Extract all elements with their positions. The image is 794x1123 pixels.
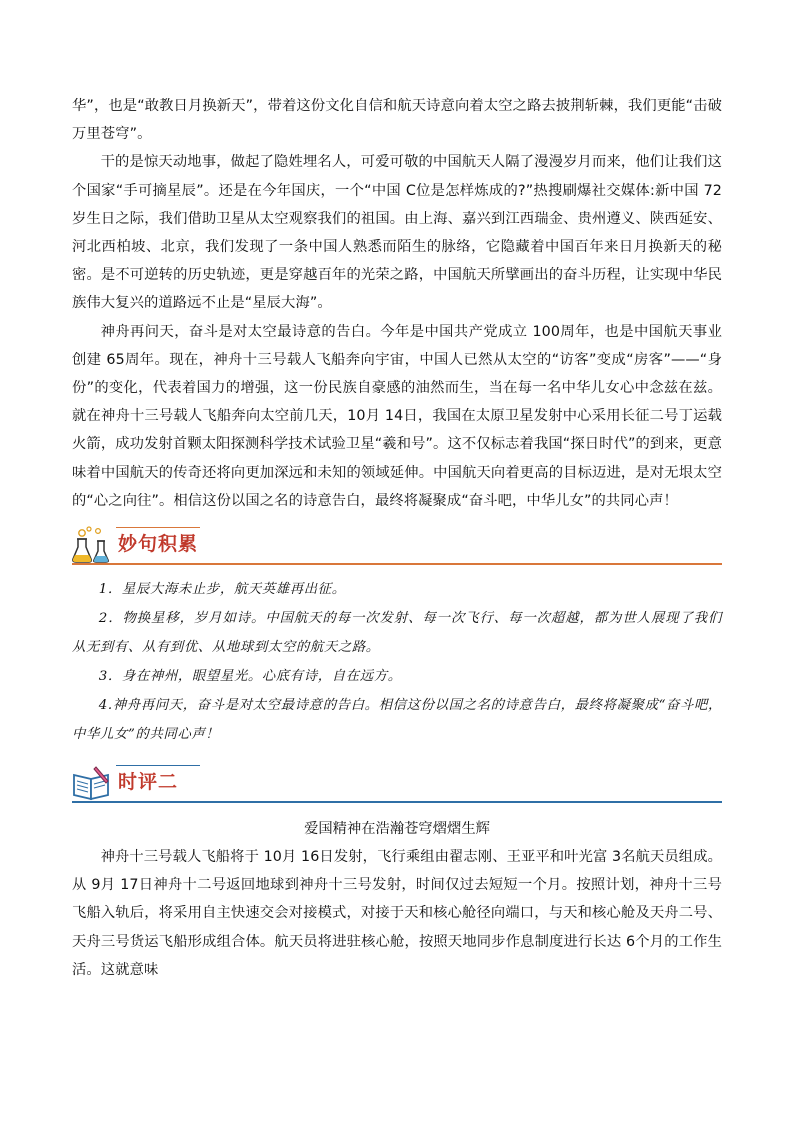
quote-list — [72, 575, 722, 749]
section-header-commentary — [72, 761, 722, 803]
section-title-top-rule — [116, 765, 200, 766]
quote-item: 3．身在神州，眼望星光。心底有诗，自在远方。 — [98, 669, 402, 685]
section-title-top-rule — [116, 527, 200, 528]
article-title: 爱国精神在浩瀚苍穹熠熠生辉 — [304, 821, 490, 838]
open-book-pen-icon — [72, 763, 112, 801]
article1-paragraph-1: 华”，也是“敢教日月换新天”，带着这份文化自信和航天诗意向着太空之路去披荆斩棘，我们更能“击破万里苍穹”。 — [72, 98, 722, 143]
page-content — [72, 92, 722, 984]
section-header-quotes — [72, 523, 722, 565]
section-title: 时评二 — [118, 771, 179, 794]
section-rule — [72, 801, 722, 803]
quote-item: 2．物换星移，岁月如诗。中国航天的每一次发射、每一次飞行、每一次超越，都为世人展现了我们从无到有、从有到优、从地球到太空的航天之路。 — [72, 611, 722, 656]
quote-item: 1．星辰大海未止步，航天英雄再出征。 — [98, 582, 346, 598]
lab-flask-icon — [72, 525, 112, 563]
quote-item: 4.神舟再问天，奋斗是对太空最诗意的告白。相信这份以国之名的诗意告白，最终将凝聚成“奋斗吧，中华儿女”的共同心声！ — [72, 698, 722, 743]
section-rule — [72, 563, 722, 565]
article1-paragraph-3: 神舟再问天，奋斗是对太空最诗意的告白。今年是中国共产党成立 100周年，也是中国航天事业创建 65周年。现在，神舟十三号载人飞船奔向宇宙，中国人已然从太空的“访客”变成“房客”——“身份”的变化，代表着国力的增强，这一份民族自豪感的油然而生，当在每一名中华儿女心中念兹在兹。就在神舟十三号载人飞船奔向太空前几天，10月 14日，我国在太原卫星发射中心采用长征二号丁运载火箭，成功发射首颗太阳探测科学技术试验卫星“羲和号”。这不仅标志着我国“探日时代”的到来，更意味着中国航天的传奇还将向更加深远和未知的领域延伸。中国航天向着更高的目标迈进，是对无垠太空的“心之向往”。相信这份以国之名的诗意告白，最终将凝聚成“奋斗吧，中华儿女”的共同心声！ — [72, 323, 722, 509]
article2-paragraph-1: 神舟十三号载人飞船将于 10月 16日发射，飞行乘组由翟志刚、王亚平和叶光富 3名航天员组成。从 9月 17日神舟十二号返回地球到神舟十三号发射，时间仅过去短短一个月。按照计划，神舟十三号飞船入轨后，将采用自主快速交会对接模式，对接于天和核心舱径向端口，与天和核心舱及天舟二号、天舟三号货运飞船形成组合体。航天员将进驻核心舱，按照天地同步作息制度进行长达 6个月的工作生活。这就意味 — [72, 849, 722, 978]
article1-paragraph-2: 干的是惊天动地事，做起了隐姓埋名人，可爱可敬的中国航天人隔了漫漫岁月而来，他们让我们这个国家“手可摘星辰”。还是在今年国庆，一个“中国 C位是怎样炼成的?”热搜刷爆社交媒体:新中国 72岁生日之际，我们借助卫星从太空观察我们的祖国。由上海、嘉兴到江西瑞金、贵州遵义、陕西延安、河北西柏坡、北京，我们发现了一条中国人熟悉而陌生的脉络，它隐藏着中国百年来日月换新天的秘密。是不可逆转的历史轨迹，更是穿越百年的光荣之路，中国航天所擘画出的奋斗历程，让实现中华民族伟大复兴的道路远不止是“星辰大海”。 — [72, 154, 722, 312]
section-title: 妙句积累 — [118, 533, 199, 556]
